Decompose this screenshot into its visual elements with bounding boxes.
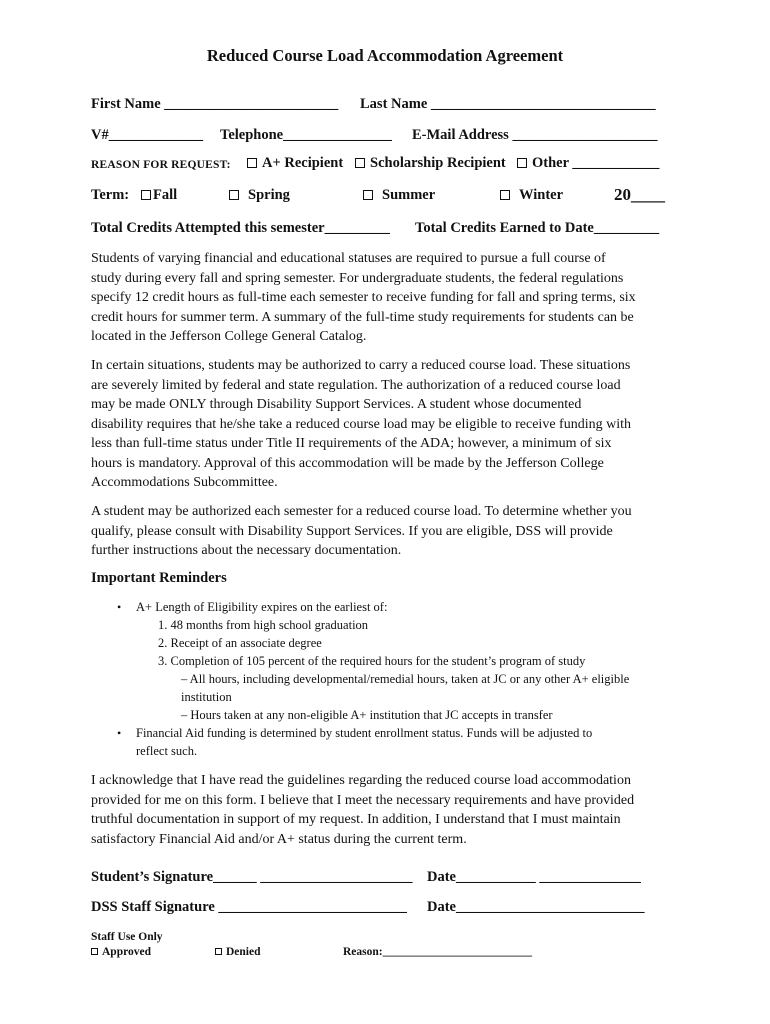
text-line: are severely limited by federal and state regulation. The authorization of a reduced course load	[91, 377, 621, 393]
text-line: credit hours for summer term. A summary of the full-time study requirements for students can be	[91, 309, 634, 325]
reason-label: REASON FOR REQUEST:	[91, 159, 231, 171]
staff-signature-field[interactable]: DSS Staff Signature __________________________	[91, 899, 407, 915]
bullet-icon: •	[117, 726, 122, 740]
term-fall-label: Fall	[153, 187, 178, 203]
staff-use-label: Staff Use Only	[91, 931, 163, 943]
text-line: located in the Jefferson College General Catalog.	[91, 329, 367, 344]
text-line: hours is mandatory. Approval of this accommodation will be made by the Jefferson College	[91, 455, 604, 471]
reason-other-label: Other ____________	[532, 155, 660, 171]
text-line: disability requires that he/she take a reduced course load may be eligible to receive funding with	[91, 416, 631, 432]
text-line: further instructions about the necessary documentation.	[91, 543, 402, 558]
reminder-financial-aid-cont: reflect such.	[136, 744, 198, 758]
term-winter-checkbox[interactable]	[500, 187, 563, 204]
reminders-heading: Important Reminders	[91, 570, 227, 586]
telephone-field[interactable]: Telephone_______________	[220, 127, 392, 143]
bullet-icon: •	[117, 600, 122, 614]
checkbox-icon	[229, 190, 239, 200]
checkbox-icon	[500, 190, 510, 200]
checkbox-icon	[247, 158, 257, 168]
student-signature-field[interactable]: Student’s Signature______ _____________________	[91, 869, 413, 885]
paragraph-semester-authorization	[91, 502, 681, 561]
checkbox-icon	[91, 948, 98, 955]
reason-scholarship-checkbox[interactable]	[355, 155, 506, 172]
reminder-sub-2: – Hours taken at any non-eligible A+ institution that JC accepts in transfer	[181, 708, 553, 722]
reminder-financial-aid: Financial Aid funding is determined by student enrollment status. Funds will be adjusted to	[136, 726, 593, 740]
reminder-item-2: 2. Receipt of an associate degree	[158, 636, 322, 650]
checkbox-icon	[355, 158, 365, 168]
reason-other-checkbox[interactable]	[517, 155, 659, 172]
text-line: Students of varying financial and educational statuses are required to pursue a full course of	[91, 251, 606, 266]
reason-a-plus-label: A+ Recipient	[262, 155, 344, 171]
text-line: specify 12 credit hours as full-time each semester to receive funding for fall and spring terms, six	[91, 290, 636, 305]
paragraph-reduced-load-authorization	[91, 356, 681, 493]
text-line: less than full-time status under Title II requirements of the ADA; however, a minimum of six	[91, 436, 612, 451]
last-name-field[interactable]: Last Name _______________________________	[360, 96, 656, 112]
paragraph-acknowledgement	[91, 771, 681, 849]
denied-label: Denied	[226, 946, 261, 958]
approved-checkbox[interactable]	[91, 946, 151, 958]
staff-reason-field[interactable]: Reason:__________________________	[343, 946, 533, 958]
text-line: In certain situations, students may be authorized to carry a reduced course load. These situations	[91, 358, 631, 373]
reminder-item-1: 1. 48 months from high school graduation	[158, 618, 369, 632]
reason-scholarship-label: Scholarship Recipient	[370, 155, 506, 171]
credits-attempted-field[interactable]: Total Credits Attempted this semester_________	[91, 220, 390, 236]
credits-earned-field[interactable]: Total Credits Earned to Date_________	[415, 220, 660, 236]
text-line: qualify, please consult with Disability Support Services. If you are eligible, DSS will provide	[91, 523, 613, 539]
v-number-field[interactable]: V#_____________	[91, 127, 203, 143]
reminder-a-plus-eligibility: A+ Length of Eligibility expires on the earliest of:	[136, 600, 388, 614]
student-date-field[interactable]: Date___________ ______________	[427, 869, 641, 885]
checkbox-icon	[141, 190, 151, 200]
reminder-sub-1b: institution	[181, 690, 232, 704]
term-spring-checkbox[interactable]	[229, 187, 290, 204]
text-line: satisfactory Financial Aid and/or A+ status during the current term.	[91, 831, 467, 847]
term-year-field[interactable]: 20____	[614, 185, 665, 204]
checkbox-icon	[517, 158, 527, 168]
term-winter-label: Winter	[519, 187, 564, 203]
text-line: A student may be authorized each semester for a reduced course load. To determine whether you	[91, 504, 632, 519]
email-field[interactable]: E-Mail Address ____________________	[412, 127, 658, 143]
reminder-item-3: 3. Completion of 105 percent of the required hours for the student’s program of study	[158, 654, 586, 668]
term-label: Term:	[91, 187, 130, 203]
term-spring-label: Spring	[248, 187, 290, 203]
reminder-sub-1a: – All hours, including developmental/remedial hours, taken at JC or any other A+ eligible	[181, 672, 630, 686]
approved-label: Approved	[102, 946, 151, 958]
denied-checkbox[interactable]	[215, 946, 261, 958]
text-line: truthful documentation in support of my request. In addition, I understand that I must maintain	[91, 812, 621, 827]
checkbox-icon	[363, 190, 373, 200]
staff-date-field[interactable]: Date__________________________	[427, 899, 645, 915]
term-summer-checkbox[interactable]	[363, 187, 435, 204]
term-fall-checkbox[interactable]	[141, 187, 177, 204]
term-summer-label: Summer	[382, 187, 436, 203]
page-title: Reduced Course Load Accommodation Agreement	[206, 46, 564, 65]
text-line: may be made ONLY through Disability Support Services. A student whose documented	[91, 397, 582, 412]
text-line: study during every fall and spring semester. For undergraduate students, the federal regulations	[91, 270, 624, 286]
paragraph-fulltime-requirements	[91, 249, 681, 347]
text-line: I acknowledge that I have read the guidelines regarding the reduced course load accommodation	[91, 773, 631, 788]
first-name-field[interactable]: First Name ________________________	[91, 96, 339, 112]
reason-a-plus-checkbox[interactable]	[247, 155, 343, 172]
checkbox-icon	[215, 948, 222, 955]
text-line: provided for me on this form. I believe that I meet the necessary requirements and have provided	[91, 792, 635, 808]
text-line: Accommodations Subcommittee.	[91, 475, 278, 490]
